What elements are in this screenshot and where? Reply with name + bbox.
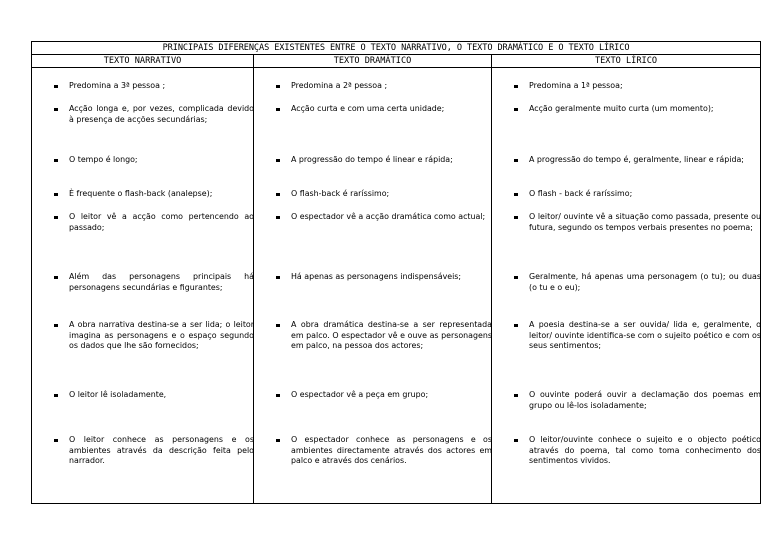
list-item: Há apenas as personagens indispensáveis;	[254, 272, 492, 283]
list-item: O leitor/ouvinte conhece o sujeito e o objecto poético através do poema, tal como toma conhecimento dos sentimentos vividos.	[492, 435, 761, 467]
list-item: O leitor conhece as personagens e os ambientes através da descrição feita pelo narrador.	[32, 435, 254, 467]
column-lirico	[492, 68, 761, 504]
column-narrativo	[32, 68, 254, 504]
header-narrativo: TEXTO NARRATIVO	[32, 55, 254, 68]
header-lirico: TEXTO LÍRICO	[492, 55, 761, 68]
list-item: O leitor/ ouvinte vê a situação como passada, presente ou futura, segundo os tempos verbais presentes no poema;	[492, 212, 761, 233]
list-item: Predomina a 3ª pessoa ;	[32, 81, 254, 92]
list-item: Geralmente, há apenas uma personagem (o tu); ou duas (o tu e o eu);	[492, 272, 761, 293]
list-item: A poesia destina-se a ser ouvida/ lida e, geralmente, o leitor/ ouvinte identifica-se com o sujeito poético e com os seus sentimentos;	[492, 320, 761, 352]
list-item: Acção longa e, por vezes, complicada devido à presença de acções secundárias;	[32, 104, 254, 125]
differences-table	[31, 41, 761, 504]
list-item: Acção curta e com uma certa unidade;	[254, 104, 492, 115]
list-item: O leitor lê isoladamente,	[32, 390, 254, 401]
header-dramatico: TEXTO DRAMÁTICO	[254, 55, 492, 68]
list-item: A obra dramática destina-se a ser representada em palco. O espectador vê e ouve as personagens em palco, na pessoa dos actores;	[254, 320, 492, 352]
list-item: Predomina a 2ª pessoa ;	[254, 81, 492, 92]
list-item: Além das personagens principais há personagens secundárias e figurantes;	[32, 272, 254, 293]
list-item: O espectador vê a acção dramática como actual;	[254, 212, 492, 223]
list-item: A obra narrativa destina-se a ser lida; o leitor imagina as personagens e o espaço segundo os dados que lhe são fornecidos;	[32, 320, 254, 352]
list-item: O ouvinte poderá ouvir a declamação dos poemas em grupo ou lê-los isoladamente;	[492, 390, 761, 411]
list-item: O tempo é longo;	[32, 155, 254, 166]
list-item: È frequente o flash-back (analepse);	[32, 189, 254, 200]
table-title: PRINCIPAIS DIFERENÇAS EXISTENTES ENTRE O TEXTO NARRATIVO, O TEXTO DRAMÁTICO E O TEXTO LÍRICO	[32, 42, 761, 55]
column-dramatico	[254, 68, 492, 504]
list-item: O leitor vê a acção como pertencendo ao passado;	[32, 212, 254, 233]
list-item: A progressão do tempo é linear e rápida;	[254, 155, 492, 166]
list-item: A progressão do tempo é, geralmente, linear e rápida;	[492, 155, 761, 166]
list-item: O espectador conhece as personagens e os ambientes directamente através dos actores em palco e através dos cenários.	[254, 435, 492, 467]
list-item: O flash-back é raríssimo;	[254, 189, 492, 200]
list-item: O espectador vê a peça em grupo;	[254, 390, 492, 401]
list-item: O flash - back é raríssimo;	[492, 189, 761, 200]
list-item: Acção geralmente muito curta (um momento);	[492, 104, 761, 115]
list-item: Predomina a 1ª pessoa;	[492, 81, 761, 92]
